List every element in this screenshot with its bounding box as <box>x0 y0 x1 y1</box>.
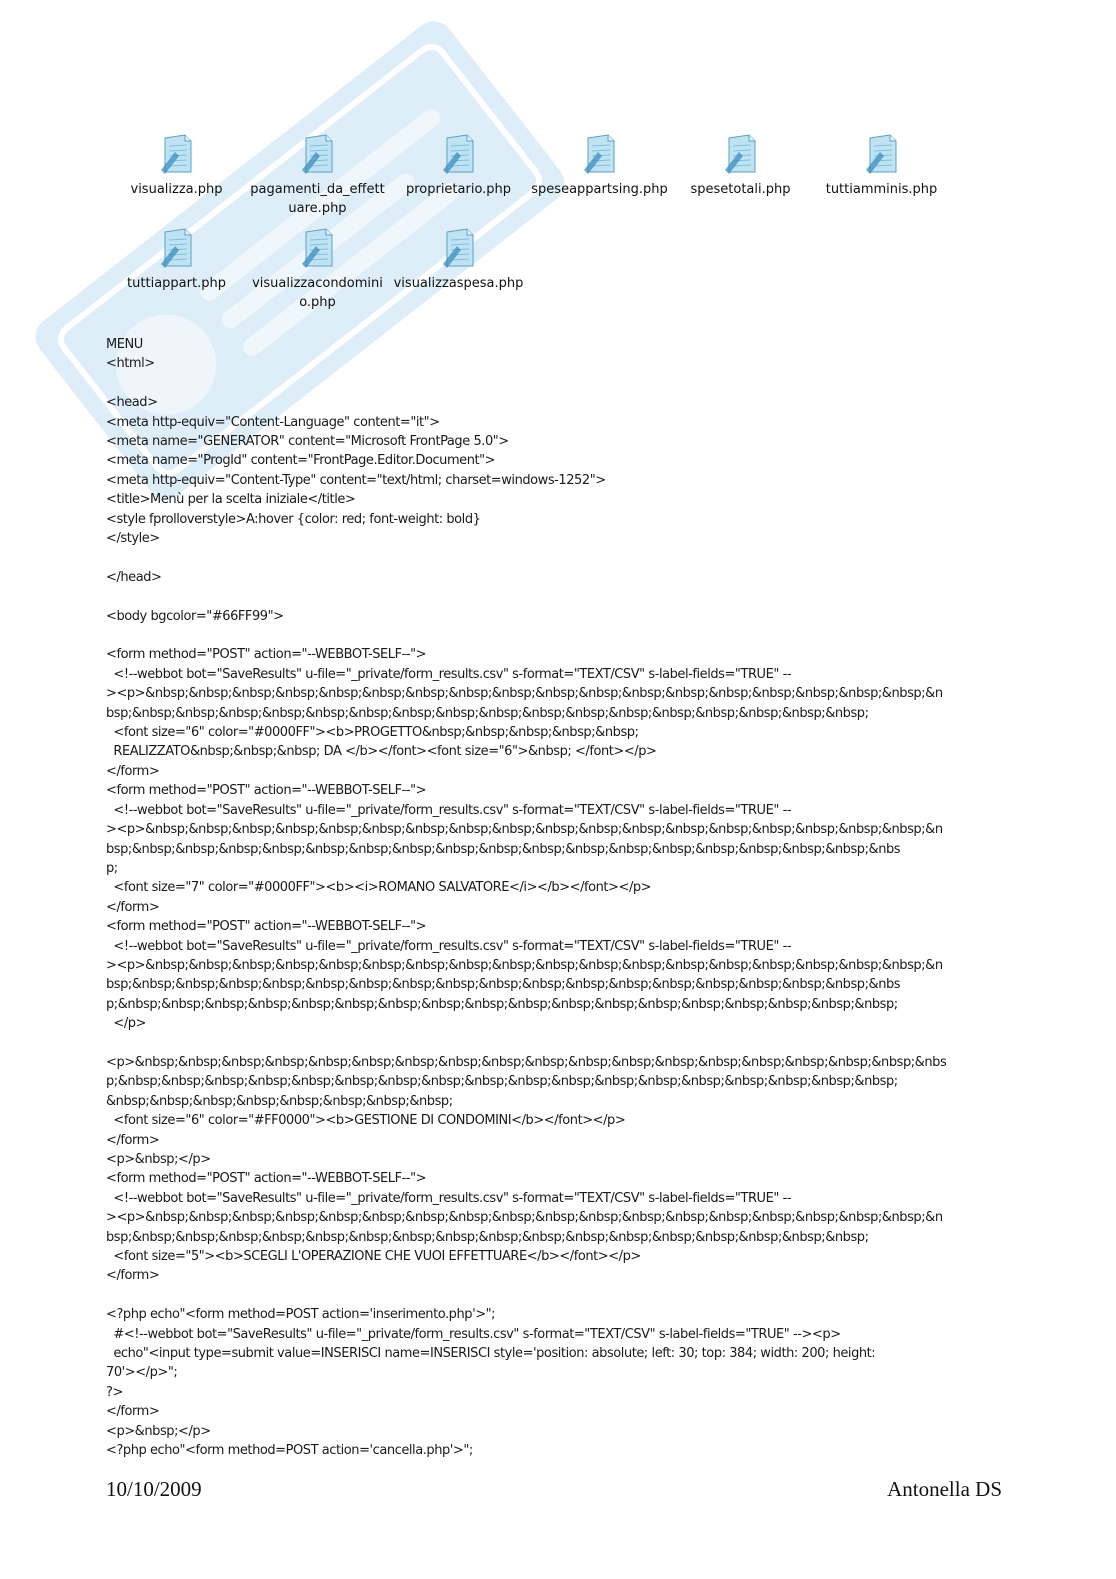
code-line: <form method="POST" action="--WEBBOT-SELF--"> <box>106 783 427 799</box>
code-line <box>106 1034 1006 1053</box>
code-line: <p>&nbsp;</p> <box>106 1151 211 1167</box>
php-file-icon <box>437 132 481 176</box>
page-footer <box>106 1477 1002 1502</box>
code-line: #<!--webbot bot="SaveResults" u-file="_private/form_results.csv" s-format="TEXT/CSV" s-label-fields="TRUE" --><p> <box>106 1326 841 1342</box>
php-file-icon <box>719 132 763 176</box>
code-line: echo"<input type=submit value=INSERISCI name=INSERISCI style='position: absolute; left: 30; top: 384; width: 200; height: <box>106 1346 876 1362</box>
php-file-icon <box>437 226 481 270</box>
php-file-icon <box>578 132 622 176</box>
file-name: visualizzaspesa.php <box>393 276 524 291</box>
php-file-icon <box>296 226 340 270</box>
code-line: &nbsp;&nbsp;&nbsp;&nbsp;&nbsp;&nbsp;&nbsp;&nbsp; <box>106 1093 453 1109</box>
code-line: <meta http-equiv="Content-Language" content="it"> <box>106 414 440 430</box>
code-line <box>106 548 1006 567</box>
file-item[interactable] <box>670 132 811 216</box>
file-name: pagamenti_da_effettuare.php <box>250 182 385 216</box>
file-item[interactable] <box>247 226 388 310</box>
code-line: <head> <box>106 395 158 411</box>
file-item[interactable] <box>388 226 529 310</box>
code-line: ><p>&nbsp;&nbsp;&nbsp;&nbsp;&nbsp;&nbsp;&nbsp;&nbsp;&nbsp;&nbsp;&nbsp;&nbsp;&nbsp;&nbsp;&nbsp;&nbsp;&nbsp;&nbsp;&n <box>106 957 943 973</box>
code-line: <body bgcolor="#66FF99"> <box>106 608 284 624</box>
code-line: </form> <box>106 899 160 915</box>
file-name: proprietario.php <box>405 182 512 197</box>
file-name: tuttiappart.php <box>127 276 226 291</box>
code-line: </form> <box>106 1268 160 1284</box>
code-line: <form method="POST" action="--WEBBOT-SELF--"> <box>106 919 427 935</box>
code-line: </form> <box>106 1404 160 1420</box>
code-line: <font size="6" color="#0000FF"><b>PROGETTO&nbsp;&nbsp;&nbsp;&nbsp;&nbsp; <box>106 725 639 741</box>
code-line: <!--webbot bot="SaveResults" u-file="_private/form_results.csv" s-format="TEXT/CSV" s-label-fields="TRUE" -- <box>106 938 792 954</box>
file-item[interactable] <box>106 226 247 310</box>
code-line: <!--webbot bot="SaveResults" u-file="_private/form_results.csv" s-format="TEXT/CSV" s-label-fields="TRUE" -- <box>106 666 792 682</box>
code-line: ><p>&nbsp;&nbsp;&nbsp;&nbsp;&nbsp;&nbsp;&nbsp;&nbsp;&nbsp;&nbsp;&nbsp;&nbsp;&nbsp;&nbsp;&nbsp;&nbsp;&nbsp;&nbsp;&n <box>106 686 943 702</box>
php-file-icon <box>155 226 199 270</box>
php-file-icon <box>860 132 904 176</box>
file-name: visualizzacondominio.php <box>252 276 383 310</box>
code-line <box>106 587 1006 606</box>
php-file-icon <box>296 132 340 176</box>
code-line: p;&nbsp;&nbsp;&nbsp;&nbsp;&nbsp;&nbsp;&nbsp;&nbsp;&nbsp;&nbsp;&nbsp;&nbsp;&nbsp;&nbsp;&nbsp;&nbsp;&nbsp;&nbsp; <box>106 1074 898 1090</box>
file-item[interactable] <box>247 132 388 216</box>
code-line <box>106 374 1006 393</box>
code-line: <style fprolloverstyle>A:hover {color: red; font-weight: bold} <box>106 511 481 527</box>
code-line: bsp;&nbsp;&nbsp;&nbsp;&nbsp;&nbsp;&nbsp;&nbsp;&nbsp;&nbsp;&nbsp;&nbsp;&nbsp;&nbsp;&nbsp;&nbsp;&nbsp;&nbsp;&nbs <box>106 841 901 857</box>
code-line: <font size="6" color="#FF0000"><b>GESTIONE DI CONDOMINI</b></font></p> <box>106 1113 626 1129</box>
code-line <box>106 626 1006 645</box>
php-file-icon <box>155 132 199 176</box>
code-line: ><p>&nbsp;&nbsp;&nbsp;&nbsp;&nbsp;&nbsp;&nbsp;&nbsp;&nbsp;&nbsp;&nbsp;&nbsp;&nbsp;&nbsp;&nbsp;&nbsp;&nbsp;&nbsp;&n <box>106 1210 943 1226</box>
code-line: <p>&nbsp;&nbsp;&nbsp;&nbsp;&nbsp;&nbsp;&nbsp;&nbsp;&nbsp;&nbsp;&nbsp;&nbsp;&nbsp;&nbsp;&nbsp;&nbsp;&nbsp;&nbsp;&nbs <box>106 1054 947 1070</box>
file-item[interactable] <box>811 132 952 216</box>
code-line <box>106 1286 1006 1305</box>
source-code-block <box>106 335 1006 1460</box>
code-line: ?> <box>106 1384 123 1400</box>
code-line: <form method="POST" action="--WEBBOT-SELF--"> <box>106 647 427 663</box>
file-icon-grid <box>106 132 966 310</box>
code-line: p;&nbsp;&nbsp;&nbsp;&nbsp;&nbsp;&nbsp;&nbsp;&nbsp;&nbsp;&nbsp;&nbsp;&nbsp;&nbsp;&nbsp;&nbsp;&nbsp;&nbsp;&nbsp; <box>106 996 898 1012</box>
code-line: <title>Menù per la scelta iniziale</title> <box>106 492 356 508</box>
file-name: tuttiamminis.php <box>825 182 938 197</box>
code-line: <!--webbot bot="SaveResults" u-file="_private/form_results.csv" s-format="TEXT/CSV" s-label-fields="TRUE" -- <box>106 802 792 818</box>
file-item[interactable] <box>388 132 529 216</box>
code-line: <meta name="GENERATOR" content="Microsoft FrontPage 5.0"> <box>106 434 509 450</box>
code-line: </style> <box>106 531 160 547</box>
code-line: <p>&nbsp;</p> <box>106 1423 211 1439</box>
code-line: <form method="POST" action="--WEBBOT-SELF--"> <box>106 1171 427 1187</box>
code-line: MENU <box>106 337 143 352</box>
file-name: speseappartsing.php <box>531 182 668 197</box>
code-line: </form> <box>106 1132 160 1148</box>
footer-date: 10/10/2009 <box>106 1477 202 1501</box>
code-line: bsp;&nbsp;&nbsp;&nbsp;&nbsp;&nbsp;&nbsp;&nbsp;&nbsp;&nbsp;&nbsp;&nbsp;&nbsp;&nbsp;&nbsp;&nbsp;&nbsp;&nbsp;&nbs <box>106 977 901 993</box>
code-line: </p> <box>106 1016 146 1032</box>
code-line: <?php echo"<form method=POST action='inserimento.php'>"; <box>106 1307 496 1323</box>
code-line: </form> <box>106 763 160 779</box>
code-line: </head> <box>106 569 162 585</box>
code-line: bsp;&nbsp;&nbsp;&nbsp;&nbsp;&nbsp;&nbsp;&nbsp;&nbsp;&nbsp;&nbsp;&nbsp;&nbsp;&nbsp;&nbsp;&nbsp;&nbsp;&nbsp; <box>106 705 869 721</box>
code-line: <meta name="ProgId" content="FrontPage.Editor.Document"> <box>106 453 496 469</box>
code-line: <!--webbot bot="SaveResults" u-file="_private/form_results.csv" s-format="TEXT/CSV" s-label-fields="TRUE" -- <box>106 1190 792 1206</box>
code-line: bsp;&nbsp;&nbsp;&nbsp;&nbsp;&nbsp;&nbsp;&nbsp;&nbsp;&nbsp;&nbsp;&nbsp;&nbsp;&nbsp;&nbsp;&nbsp;&nbsp;&nbsp; <box>106 1229 869 1245</box>
code-line: <meta http-equiv="Content-Type" content="text/html; charset=windows-1252"> <box>106 472 606 488</box>
file-name: visualizza.php <box>130 182 223 197</box>
code-line: REALIZZATO&nbsp;&nbsp;&nbsp; DA </b></font><font size="6">&nbsp; </font></p> <box>106 744 657 760</box>
code-line: <?php echo"<form method=POST action='cancella.php'>"; <box>106 1443 473 1459</box>
file-item[interactable] <box>529 132 670 216</box>
file-name: spesetotali.php <box>690 182 791 197</box>
code-line: <font size="7" color="#0000FF"><b><i>ROMANO SALVATORE</i></b></font></p> <box>106 880 652 896</box>
file-item[interactable] <box>106 132 247 216</box>
code-line: ><p>&nbsp;&nbsp;&nbsp;&nbsp;&nbsp;&nbsp;&nbsp;&nbsp;&nbsp;&nbsp;&nbsp;&nbsp;&nbsp;&nbsp;&nbsp;&nbsp;&nbsp;&nbsp;&n <box>106 822 943 838</box>
code-line: <font size="5"><b>SCEGLI L'OPERAZIONE CHE VUOI EFFETTUARE</b></font></p> <box>106 1249 641 1265</box>
footer-author: Antonella DS <box>887 1477 1002 1501</box>
code-line: <html> <box>106 356 155 372</box>
code-line: p; <box>106 860 118 876</box>
code-line: 70'></p>"; <box>106 1365 178 1381</box>
